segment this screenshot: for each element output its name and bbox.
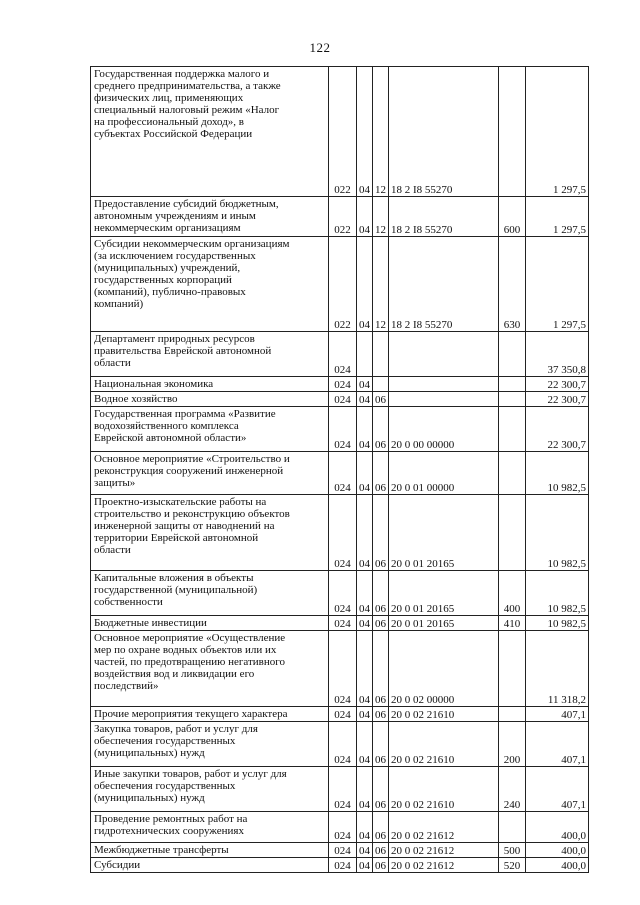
expense-type-code bbox=[499, 631, 526, 707]
section-code: 04 bbox=[357, 767, 373, 812]
row-name: Бюджетные инвестиции bbox=[94, 617, 207, 629]
row-name: Проектно-изыскательские работы на строительство и реконструкцию объектов инженерной защиты от наводнений на территории Еврейской автономной области bbox=[94, 496, 290, 556]
row-name-cell bbox=[91, 858, 329, 873]
grbs-code: 024 bbox=[329, 407, 357, 452]
target-article-code: 20 0 02 21610 bbox=[389, 722, 499, 767]
section-code: 04 bbox=[357, 392, 373, 407]
grbs-code: 024 bbox=[329, 616, 357, 631]
table-row bbox=[91, 767, 589, 812]
subsection-code: 06 bbox=[373, 407, 389, 452]
table-row bbox=[91, 332, 589, 377]
section-code: 04 bbox=[357, 858, 373, 873]
row-name-cell bbox=[91, 631, 329, 707]
subsection-code: 06 bbox=[373, 392, 389, 407]
row-name: Основное мероприятие «Строительство и реконструкция сооружений инженерной защиты» bbox=[94, 453, 290, 489]
expense-type-code bbox=[499, 332, 526, 377]
budget-table bbox=[90, 66, 589, 873]
row-name: Проведение ремонтных работ на гидротехнических сооружениях bbox=[94, 813, 248, 837]
expense-type-code: 200 bbox=[499, 722, 526, 767]
amount: 400,0 bbox=[526, 812, 589, 843]
amount: 22 300,7 bbox=[526, 407, 589, 452]
grbs-code: 024 bbox=[329, 332, 357, 377]
grbs-code: 024 bbox=[329, 571, 357, 616]
subsection-code: 06 bbox=[373, 707, 389, 722]
row-name: Предоставление субсидий бюджетным, автономным учреждениям и иным некоммерческим организациям bbox=[94, 198, 279, 234]
row-name: Прочие мероприятия текущего характера bbox=[94, 708, 288, 720]
table-row bbox=[91, 812, 589, 843]
amount: 37 350,8 bbox=[526, 332, 589, 377]
grbs-code: 024 bbox=[329, 452, 357, 495]
table-row bbox=[91, 197, 589, 237]
grbs-code: 022 bbox=[329, 67, 357, 197]
amount: 400,0 bbox=[526, 843, 589, 858]
row-name-cell bbox=[91, 332, 329, 377]
row-name: Капитальные вложения в объекты государственной (муниципальной) собственности bbox=[94, 572, 258, 608]
row-name-cell bbox=[91, 722, 329, 767]
row-name: Межбюджетные трансферты bbox=[94, 844, 229, 856]
table-body bbox=[91, 67, 589, 873]
row-name-cell bbox=[91, 812, 329, 843]
expense-type-code bbox=[499, 495, 526, 571]
expense-type-code bbox=[499, 67, 526, 197]
target-article-code: 20 0 01 00000 bbox=[389, 452, 499, 495]
table-row bbox=[91, 237, 589, 332]
row-name-cell bbox=[91, 495, 329, 571]
subsection-code bbox=[373, 332, 389, 377]
page-number: 122 bbox=[309, 40, 331, 55]
expense-type-code: 520 bbox=[499, 858, 526, 873]
target-article-code bbox=[389, 332, 499, 377]
expense-type-code bbox=[499, 452, 526, 495]
target-article-code bbox=[389, 392, 499, 407]
target-article-code: 20 0 02 21612 bbox=[389, 858, 499, 873]
table-row bbox=[91, 407, 589, 452]
amount: 11 318,2 bbox=[526, 631, 589, 707]
row-name-cell bbox=[91, 237, 329, 332]
amount: 10 982,5 bbox=[526, 495, 589, 571]
row-name-cell bbox=[91, 407, 329, 452]
expense-type-code: 500 bbox=[499, 843, 526, 858]
table-row bbox=[91, 377, 589, 392]
table-row bbox=[91, 631, 589, 707]
target-article-code: 18 2 I8 55270 bbox=[389, 197, 499, 237]
section-code: 04 bbox=[357, 377, 373, 392]
subsection-code: 06 bbox=[373, 767, 389, 812]
grbs-code: 024 bbox=[329, 392, 357, 407]
subsection-code: 06 bbox=[373, 858, 389, 873]
amount: 1 297,5 bbox=[526, 197, 589, 237]
row-name: Государственная поддержка малого и среднего предпринимательства, а также физических лиц, применяющих специальный налоговый режим «Налог на профессиональный доход», в субъектах Российской Федерации bbox=[94, 68, 281, 140]
row-name-cell bbox=[91, 197, 329, 237]
table-row bbox=[91, 722, 589, 767]
expense-type-code bbox=[499, 377, 526, 392]
grbs-code: 024 bbox=[329, 495, 357, 571]
amount: 407,1 bbox=[526, 722, 589, 767]
section-code: 04 bbox=[357, 495, 373, 571]
grbs-code: 024 bbox=[329, 812, 357, 843]
subsection-code: 06 bbox=[373, 571, 389, 616]
target-article-code: 20 0 01 20165 bbox=[389, 616, 499, 631]
section-code bbox=[357, 332, 373, 377]
target-article-code: 18 2 I8 55270 bbox=[389, 237, 499, 332]
expense-type-code: 630 bbox=[499, 237, 526, 332]
table-row bbox=[91, 843, 589, 858]
amount: 22 300,7 bbox=[526, 377, 589, 392]
section-code: 04 bbox=[357, 571, 373, 616]
subsection-code: 06 bbox=[373, 616, 389, 631]
section-code: 04 bbox=[357, 812, 373, 843]
target-article-code: 20 0 02 21612 bbox=[389, 812, 499, 843]
row-name-cell bbox=[91, 392, 329, 407]
row-name: Субсидии bbox=[94, 859, 141, 871]
amount: 10 982,5 bbox=[526, 452, 589, 495]
grbs-code: 024 bbox=[329, 858, 357, 873]
subsection-code: 06 bbox=[373, 452, 389, 495]
row-name-cell bbox=[91, 67, 329, 197]
grbs-code: 024 bbox=[329, 631, 357, 707]
target-article-code: 20 0 00 00000 bbox=[389, 407, 499, 452]
subsection-code: 06 bbox=[373, 843, 389, 858]
amount: 407,1 bbox=[526, 767, 589, 812]
subsection-code: 06 bbox=[373, 495, 389, 571]
subsection-code: 12 bbox=[373, 67, 389, 197]
expense-type-code bbox=[499, 812, 526, 843]
section-code: 04 bbox=[357, 631, 373, 707]
expense-type-code bbox=[499, 392, 526, 407]
table-row bbox=[91, 452, 589, 495]
grbs-code: 022 bbox=[329, 237, 357, 332]
grbs-code: 024 bbox=[329, 843, 357, 858]
target-article-code bbox=[389, 377, 499, 392]
row-name-cell bbox=[91, 843, 329, 858]
subsection-code: 06 bbox=[373, 812, 389, 843]
section-code: 04 bbox=[357, 616, 373, 631]
target-article-code: 20 0 02 21612 bbox=[389, 843, 499, 858]
section-code: 04 bbox=[357, 843, 373, 858]
row-name-cell bbox=[91, 571, 329, 616]
amount: 10 982,5 bbox=[526, 571, 589, 616]
subsection-code: 12 bbox=[373, 197, 389, 237]
row-name: Национальная экономика bbox=[94, 378, 214, 390]
subsection-code: 06 bbox=[373, 631, 389, 707]
section-code: 04 bbox=[357, 407, 373, 452]
target-article-code: 18 2 I8 55270 bbox=[389, 67, 499, 197]
target-article-code: 20 0 02 21610 bbox=[389, 707, 499, 722]
section-code: 04 bbox=[357, 722, 373, 767]
grbs-code: 024 bbox=[329, 722, 357, 767]
table-row bbox=[91, 571, 589, 616]
target-article-code: 20 0 02 21610 bbox=[389, 767, 499, 812]
table-row bbox=[91, 616, 589, 631]
subsection-code: 06 bbox=[373, 722, 389, 767]
grbs-code: 024 bbox=[329, 377, 357, 392]
grbs-code: 024 bbox=[329, 767, 357, 812]
row-name-cell bbox=[91, 616, 329, 631]
expense-type-code: 240 bbox=[499, 767, 526, 812]
row-name: Государственная программа «Развитие водохозяйственного комплекса Еврейской автономной области» bbox=[94, 408, 276, 444]
row-name-cell bbox=[91, 707, 329, 722]
target-article-code: 20 0 02 00000 bbox=[389, 631, 499, 707]
target-article-code: 20 0 01 20165 bbox=[389, 495, 499, 571]
expense-type-code: 400 bbox=[499, 571, 526, 616]
expense-type-code: 600 bbox=[499, 197, 526, 237]
amount: 400,0 bbox=[526, 858, 589, 873]
row-name-cell bbox=[91, 377, 329, 392]
row-name: Закупка товаров, работ и услуг для обеспечения государственных (муниципальных) нужд bbox=[94, 723, 258, 759]
table-row bbox=[91, 707, 589, 722]
row-name: Субсидии некоммерческим организациям (за исключением государственных (муниципальных) учреждений, государственных корпораций (компаний), публично-правовых компаний) bbox=[94, 238, 290, 310]
target-article-code: 20 0 01 20165 bbox=[389, 571, 499, 616]
expense-type-code bbox=[499, 407, 526, 452]
table-row bbox=[91, 67, 589, 197]
row-name: Департамент природных ресурсов правительства Еврейской автономной области bbox=[94, 333, 272, 369]
expense-type-code: 410 bbox=[499, 616, 526, 631]
section-code: 04 bbox=[357, 452, 373, 495]
subsection-code bbox=[373, 377, 389, 392]
row-name: Основное мероприятие «Осуществление мер по охране водных объектов или их частей, по предотвращению негативного воздействия вод и ликвидации его последствий» bbox=[94, 632, 286, 692]
section-code: 04 bbox=[357, 237, 373, 332]
section-code: 04 bbox=[357, 707, 373, 722]
grbs-code: 024 bbox=[329, 707, 357, 722]
amount: 22 300,7 bbox=[526, 392, 589, 407]
section-code: 04 bbox=[357, 67, 373, 197]
subsection-code: 12 bbox=[373, 237, 389, 332]
table-row bbox=[91, 392, 589, 407]
grbs-code: 022 bbox=[329, 197, 357, 237]
row-name: Водное хозяйство bbox=[94, 393, 178, 405]
row-name-cell bbox=[91, 452, 329, 495]
table-row bbox=[91, 495, 589, 571]
table-row bbox=[91, 858, 589, 873]
amount: 1 297,5 bbox=[526, 67, 589, 197]
amount: 407,1 bbox=[526, 707, 589, 722]
section-code: 04 bbox=[357, 197, 373, 237]
row-name-cell bbox=[91, 767, 329, 812]
expense-type-code bbox=[499, 707, 526, 722]
amount: 1 297,5 bbox=[526, 237, 589, 332]
amount: 10 982,5 bbox=[526, 616, 589, 631]
row-name: Иные закупки товаров, работ и услуг для обеспечения государственных (муниципальных) нужд bbox=[94, 768, 287, 804]
